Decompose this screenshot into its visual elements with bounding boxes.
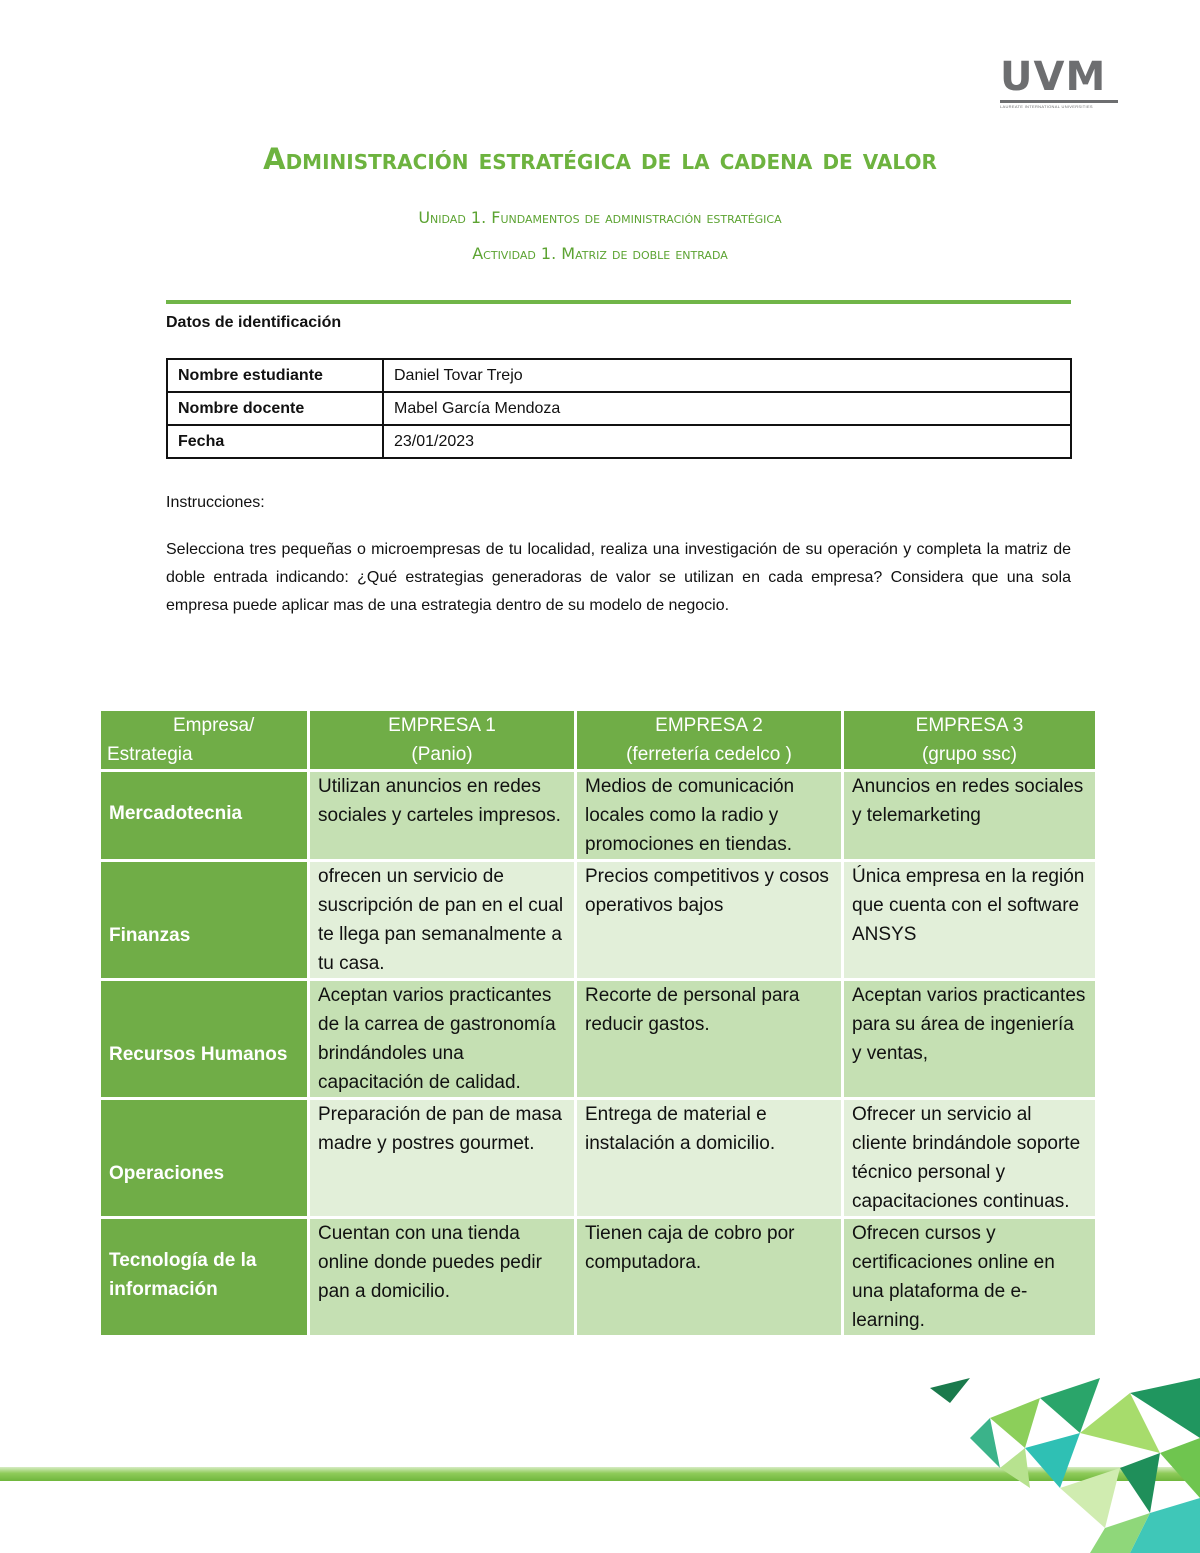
identification-row xyxy=(167,425,1071,458)
matrix-cell: Anuncios en redes sociales y telemarketing xyxy=(844,772,1095,859)
activity-subtitle: Actividad 1. Matriz de doble entrada xyxy=(472,244,728,263)
column-header-line2: (ferretería cedelco ) xyxy=(626,744,792,765)
matrix-cell: Cuentan con una tienda online donde puedes pedir pan a domicilio. xyxy=(310,1219,574,1335)
matrix-cell: Utilizan anuncios en redes sociales y carteles impresos. xyxy=(310,772,574,859)
matrix-cell: ofrecen un servicio de suscripción de pan en el cual te llega pan semanalmente a tu casa. xyxy=(310,862,574,978)
matrix-cell: Preparación de pan de masa madre y postres gourmet. xyxy=(310,1100,574,1216)
matrix-cell: Aceptan varios practicantes de la carrea de gastronomía brindándoles una capacitación de calidad. xyxy=(310,981,574,1097)
identification-label: Datos de identificación xyxy=(166,314,342,331)
column-header-empresa-1 xyxy=(310,711,574,769)
matrix-cell: Recorte de personal para reducir gastos. xyxy=(577,981,841,1097)
matrix-cell: Precios competitivos y cosos operativos bajos xyxy=(577,862,841,978)
strategy-matrix xyxy=(98,708,1098,1338)
deco-shard xyxy=(930,1378,970,1403)
corner-line2: Estrategia xyxy=(107,744,193,765)
column-header-line1: EMPRESA 2 xyxy=(655,715,763,736)
logo-subtext: LAUREATE INTERNATIONAL UNIVERSITIES xyxy=(1000,104,1093,109)
identification-row xyxy=(167,359,1071,392)
logo-bar xyxy=(1000,100,1118,103)
matrix-cell: Entrega de material e instalación a domicilio. xyxy=(577,1100,841,1216)
header-divider xyxy=(166,300,1071,304)
row-header: Finanzas xyxy=(101,862,307,978)
matrix-row-tecnologia xyxy=(101,1219,1095,1335)
uvm-logo xyxy=(1000,56,1122,109)
matrix-cell: Aceptan varios practicantes para su área de ingeniería y ventas, xyxy=(844,981,1095,1097)
deco-shard xyxy=(990,1398,1040,1448)
teacher-value: Mabel García Mendoza xyxy=(383,392,1071,425)
deco-shard xyxy=(1120,1453,1160,1513)
logo-text: UVM xyxy=(1000,54,1107,100)
matrix-cell: Ofrecen cursos y certificaciones online en una plataforma de e-learning. xyxy=(844,1219,1095,1335)
column-header-line1: EMPRESA 3 xyxy=(915,715,1024,736)
deco-shard xyxy=(970,1418,1000,1468)
deco-shard xyxy=(1000,1448,1030,1488)
matrix-cell: Ofrecer un servicio al cliente brindándole soporte técnico personal y capacitaciones continuas. xyxy=(844,1100,1095,1216)
row-header: Tecnología de la información xyxy=(101,1219,307,1335)
row-header: Mercadotecnia xyxy=(101,772,307,859)
matrix-header-row xyxy=(101,711,1095,769)
row-header: Recursos Humanos xyxy=(101,981,307,1097)
column-header-empresa-2 xyxy=(577,711,841,769)
instructions-label: Instrucciones: xyxy=(166,494,265,511)
matrix-row-operaciones xyxy=(101,1100,1095,1216)
deco-shard xyxy=(1160,1438,1200,1498)
student-label: Nombre estudiante xyxy=(167,359,383,392)
column-header-line2: (Panio) xyxy=(411,744,473,765)
column-header-line1: EMPRESA 1 xyxy=(388,715,496,736)
date-value: 23/01/2023 xyxy=(383,425,1071,458)
instructions-text: Selecciona tres pequeñas o microempresas de tu localidad, realiza una investigación de su operación y completa la matriz de doble entrada indicando: ¿Qué estrategias generadoras de valor se utilizan en cada empresa? Considera que una sola empresa puede aplicar mas de una estrategia dentro de su modelo de negocio. xyxy=(166,541,1071,614)
deco-shard xyxy=(1025,1433,1080,1488)
column-header-line2: (grupo ssc) xyxy=(921,744,1018,765)
matrix-row-finanzas xyxy=(101,862,1095,978)
matrix-cell: Única empresa en la región que cuenta con el software ANSYS xyxy=(844,862,1095,978)
matrix-cell: Medios de comunicación locales como la radio y promociones en tiendas. xyxy=(577,772,841,859)
corner-line1: Empresa/ xyxy=(173,715,255,736)
identification-row xyxy=(167,392,1071,425)
identification-table xyxy=(166,358,1072,459)
deco-shard xyxy=(1060,1468,1120,1528)
matrix-corner-header xyxy=(101,711,307,769)
matrix-cell: Tienen caja de cobro por computadora. xyxy=(577,1219,841,1335)
unit-subtitle: Unidad 1. Fundamentos de administración estratégica xyxy=(418,208,782,227)
matrix-row-mercadotecnia xyxy=(101,772,1095,859)
teacher-label: Nombre docente xyxy=(167,392,383,425)
matrix-row-recursos-humanos xyxy=(101,981,1095,1097)
column-header-empresa-3 xyxy=(844,711,1095,769)
decorative-triangles xyxy=(930,1378,1200,1553)
student-value: Daniel Tovar Trejo xyxy=(383,359,1071,392)
document-title: Administración estratégica de la cadena de valor xyxy=(263,142,937,176)
date-label: Fecha xyxy=(167,425,383,458)
row-header: Operaciones xyxy=(101,1100,307,1216)
